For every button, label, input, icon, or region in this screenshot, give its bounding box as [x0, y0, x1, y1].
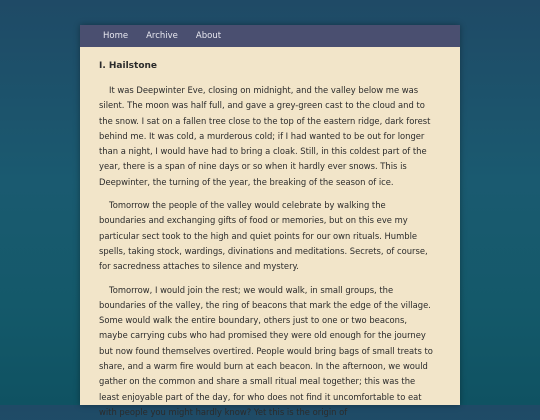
nav-archive-link[interactable]: Archive — [146, 31, 178, 41]
nav-about-link[interactable]: About — [195, 31, 222, 41]
top-navbar — [80, 25, 460, 47]
page-card — [80, 25, 460, 417]
nav-home-link[interactable]: Home — [103, 31, 129, 41]
story-paragraph: It was Deepwinter Eve, closing on midnight, and the valley below me was silent. The moon was half full, and gave a grey-green cast to the cloud and to the snow. I sat on a fallen tree close to the top of the eastern ridge, dark forest behind me. It was cold, a murderous cold; if I had wanted to be out for longer than a night, I would have had to bring a cloak. Still, in this coldest part of the year, there is a span of nine days or so when it hardly ever snows. This is Deepwinter, the turning of the year, the breaking of the season of ice. — [99, 85, 431, 187]
story-content — [80, 47, 460, 420]
story-paragraph: Tomorrow, I would join the rest; we would walk, in small groups, the boundaries of the valley, the ring of beacons that mark the edge of the village. Some would walk the entire boundary, others just to one or two beacons, maybe carrying cubs who had promised they were old enough for the journey but now found themselves overtired. People would bring bags of small treats to share, and a warm fire would burn at each beacon. In the afternoon, we would gather on the common and share a small ritual meal together; this was the least enjoyable part of the day, for who does not find it uncomfortable to eat with people you might hardly know? Yet this is the origin of — [99, 284, 433, 417]
chapter-title: I. Hailstone — [99, 61, 158, 71]
story-paragraph: Tomorrow the people of the valley would celebrate by walking the boundaries and exchanging gifts of food or memories, but on this eve my particular sect took to the high and quiet points for our own rituals. Humble spells, taking stock, wardings, divinations and meditations. Secrets, of course, for sacredness attaches to silence and mystery. — [99, 200, 428, 272]
